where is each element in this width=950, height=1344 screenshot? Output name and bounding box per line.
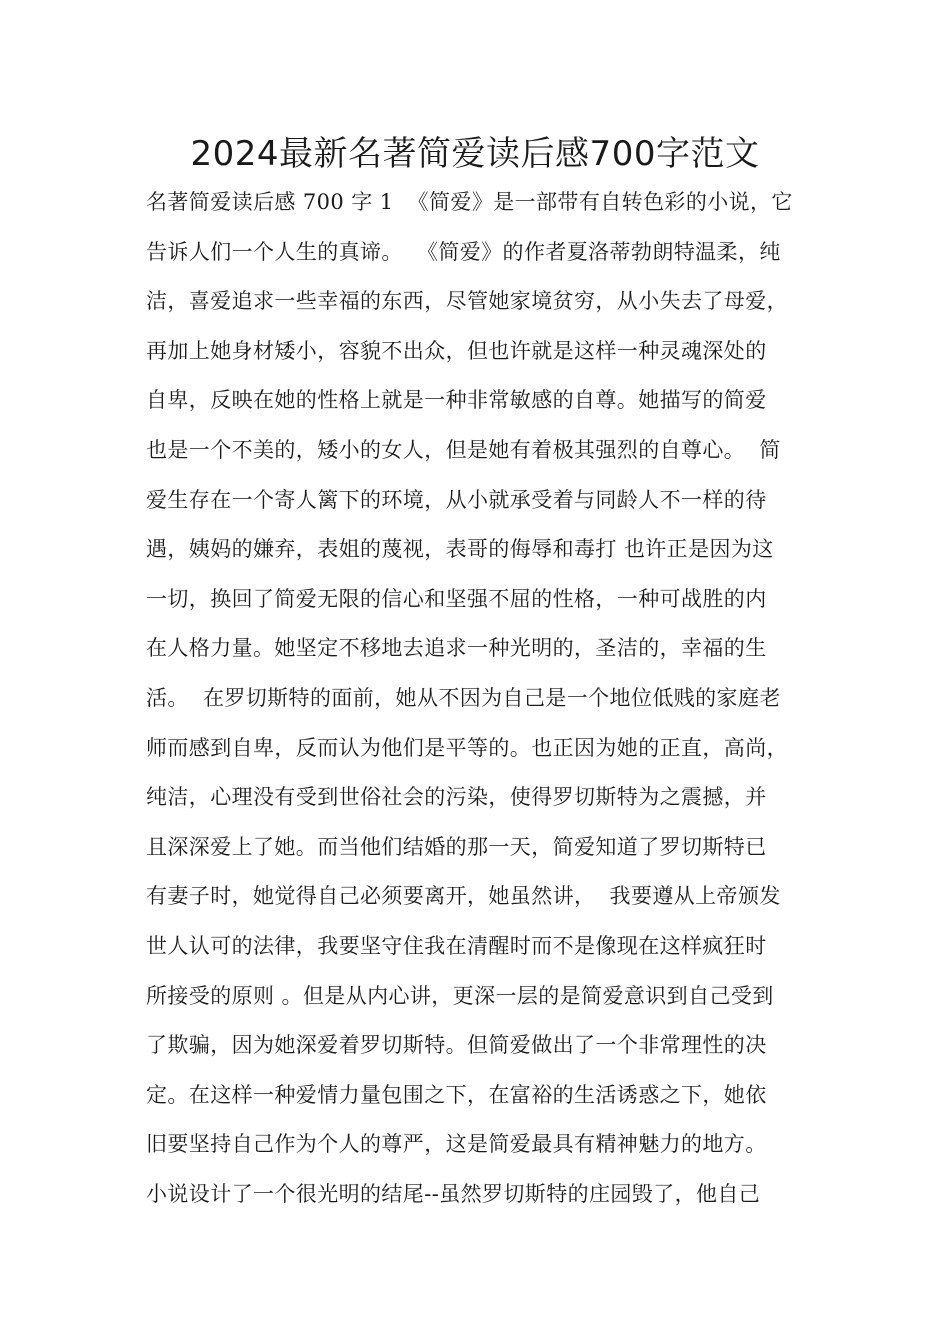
text-line: 定。在这样一种爱情力量包围之下，在富裕的生活诱惑之下，她依 (146, 1082, 767, 1107)
text-line: 洁，喜爱追求一些幸福的东西，尽管她家境贫穷，从小失去了母爱， (146, 289, 788, 314)
text-line: 旧要坚持自己作为个人的尊严，这是简爱最具有精神魅力的地方。 (146, 1132, 767, 1157)
text-line: 所接受的原则 。但是从内心讲，更深一层的是简爱意识到自己受到 (146, 983, 774, 1008)
text-line: 在人格力量。她坚定不移地去追求一种光明的，圣洁的，幸福的生 (146, 636, 767, 661)
text-line: 活。 在罗切斯特的面前，她从不因为自己是一个地位低贱的家庭老 (146, 685, 781, 710)
text-line: 名著简爱读后感 700 字 1 《简爱》是一部带有自转色彩的小说，它 (146, 190, 793, 214)
text-line: 有妻子时，她觉得自己必须要离开，她虽然讲， 我要遵从上帝颁发 (146, 884, 781, 909)
text-line: 纯洁，心理没有受到世俗社会的污染，使得罗切斯特为之震撼，并 (146, 785, 767, 810)
document-title: 2024最新名著简爱读后感700字范文 (190, 134, 760, 174)
text-line: 了欺骗，因为她深爱着罗切斯特。但简爱做出了一个非常理性的决 (146, 1033, 767, 1058)
text-line: 小说设计了一个很光明的结尾--虽然罗切斯特的庄园毁了，他自己 (146, 1181, 761, 1206)
text-line: 且深深爱上了她。而当他们结婚的那一天，简爱知道了罗切斯特已 (146, 834, 767, 859)
text-line: 自卑，反映在她的性格上就是一种非常敏感的自尊。她描写的简爱 (146, 388, 767, 413)
text-line: 再加上她身材矮小，容貌不出众，但也许就是这样一种灵魂深处的 (146, 338, 767, 363)
text-line: 爱生存在一个寄人篱下的环境，从小就承受着与同龄人不一样的待 (146, 487, 767, 512)
text-line: 师而感到自卑，反而认为他们是平等的。也正因为她的正直，高尚， (146, 735, 788, 760)
document-body (146, 182, 846, 1223)
text-line: 也是一个不美的，矮小的女人，但是她有着极其强烈的自尊心。 简 (146, 437, 781, 462)
text-line: 世人认可的法律，我要坚守住我在清醒时而不是像现在这样疯狂时 (146, 933, 767, 958)
text-line: 告诉人们一个人生的真谛。 《简爱》的作者夏洛蒂勃朗特温柔，纯 (146, 239, 781, 264)
text-line: 一切，换回了简爱无限的信心和坚强不屈的性格，一种可战胜的内 (146, 586, 767, 611)
text-line: 遇，姨妈的嫌弃，表姐的蔑视，表哥的侮辱和毒打 也许正是因为这 (146, 537, 774, 562)
